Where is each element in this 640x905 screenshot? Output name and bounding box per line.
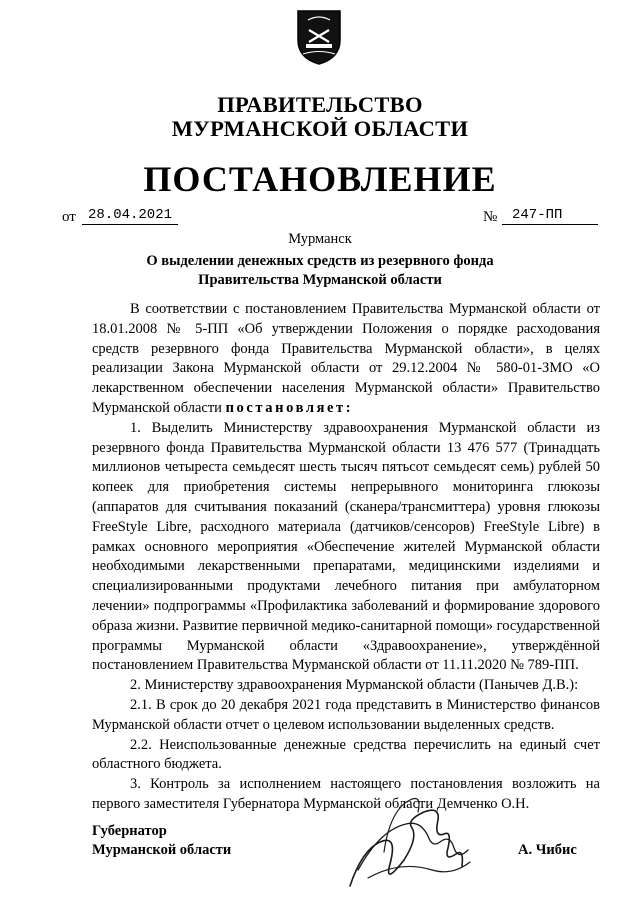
number-prefix: № <box>483 209 498 225</box>
preamble-paragraph <box>92 300 600 419</box>
decree-word: постановляет: <box>225 399 354 416</box>
clause-1: 1. Выделить Министерству здравоохранения Мурманской области из резервного фонда Правительства Мурманской области 13 476 577 (Тринадцать миллионов четыреста семьдесят шесть тысяч пятьсот семьдесят семь) рублей 50 копеек для приобретения системы непрерывного мониторинга глюкозы (аппаратов для считывания показаний (сканера/трансмиттера) уровня глюкозы FreeStyle Libre, расходного материала (датчиков/сенсоров) FreeStyle Libre) в рамках основного мероприятия «Обеспечение жителей Мурманской области необходимыми лекарственными препаратами, медицинскими изделиями и специализированными продуктами лечебного питания при амбулаторном лечении» подпрограммы «Профилактика заболеваний и формирование здорового образа жизни. Развитие первичной медико-санитарной помощи» государственной программы Мурманской области «Здравоохранение», утверждённой постановлением Правительства Мурманской области от 11.11.2020 № 789-ПП. <box>92 419 600 674</box>
document-date: 28.04.2021 <box>82 206 178 225</box>
date-prefix: от <box>62 209 76 225</box>
preamble-text: В соответствии с постановлением Правительства Мурманской области от 18.01.2008 № 5-ПП «Об утверждении Положения о порядке расходования средств резервного фонда Правительства Мурманской области», в целях реализации Закона Мурманской области от 29.12.2004 № 580-01-ЗМО «О лекарственном обеспечении населения Мурманской области» Правительство Мурманской области <box>92 301 600 416</box>
clause-2-1: 2.1. В срок до 20 декабря 2021 года представить в Министерство финансов Мурманской области отчет о целевом использовании выделенных средств. <box>92 696 600 733</box>
signatory-name: А. Чибис <box>518 842 577 858</box>
org-name-line1: ПРАВИТЕЛЬСТВО <box>217 92 423 117</box>
position-line1: Губернатор <box>92 823 167 839</box>
clause-3: 3. Контроль за исполнением настоящего постановления возложить на первого заместителя Губернатора Мурманской области Демченко О.Н. <box>92 776 600 812</box>
subject-line2: Правительства Мурманской области <box>198 272 442 288</box>
document-subject <box>80 252 560 290</box>
clause-2-2: 2.2. Неиспользованные денежные средства перечислить на единый счет областного бюджета. <box>92 736 600 773</box>
document-body <box>92 300 600 815</box>
document-number: 247-ПП <box>502 206 598 225</box>
city-name: Мурманск <box>288 231 352 247</box>
clause-2: 2. Министерству здравоохранения Мурманской области (Панычев Д.В.): <box>130 677 579 694</box>
coat-of-arms-icon <box>294 8 344 66</box>
position-line2: Мурманской области <box>92 842 232 858</box>
signatory-position <box>92 822 231 860</box>
handwritten-signature <box>340 790 480 900</box>
document-type-title: ПОСТАНОВЛЕНИЕ <box>143 159 497 199</box>
subject-line1: О выделении денежных средств из резервного фонда <box>146 253 494 269</box>
org-name-line2: МУРМАНСКОЙ ОБЛАСТИ <box>171 116 469 141</box>
